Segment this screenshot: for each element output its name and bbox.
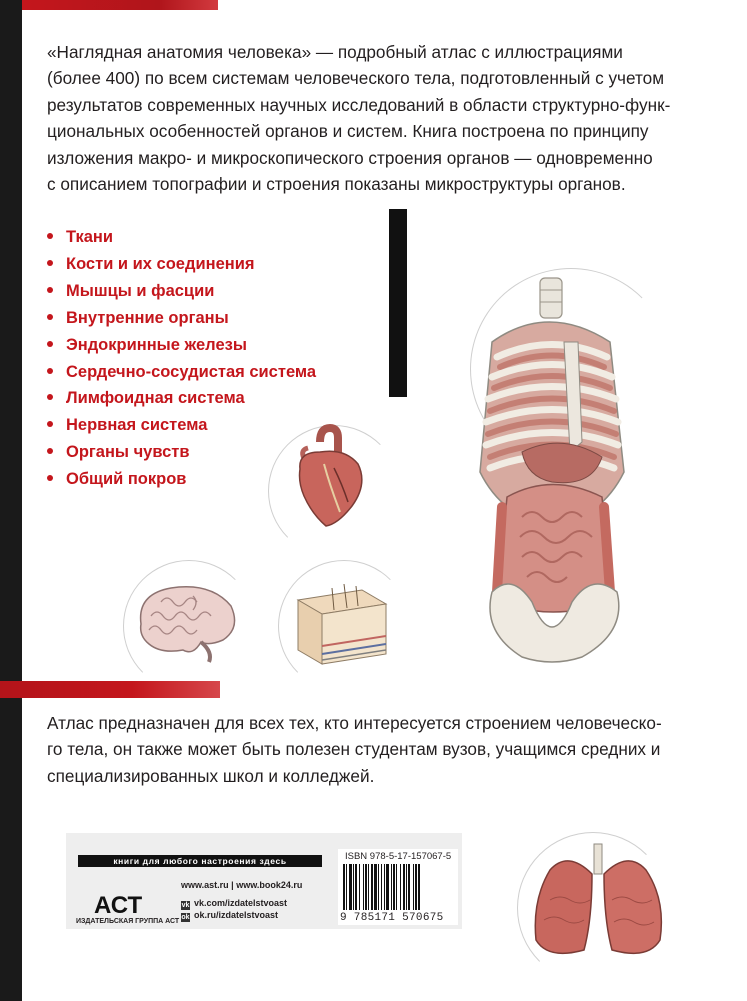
intro-line: циональных особенностей органов и систем. Книга построена по принципу <box>47 121 649 142</box>
topic-label: Кости и их соединения <box>66 254 255 273</box>
topic-label: Ткани <box>66 228 113 246</box>
outro-line: Атлас предназначен для всех тех, кто интересуется строением человеческо- <box>47 713 662 733</box>
topic-item <box>47 412 316 439</box>
vk-link[interactable] <box>181 898 287 910</box>
bullet-icon <box>47 233 53 239</box>
bullet-icon <box>47 287 53 293</box>
ok-url: ok.ru/izdatelstvoast <box>194 910 279 920</box>
ast-logo <box>90 877 152 917</box>
torso-organs-illustration <box>452 272 652 672</box>
topic-item <box>47 332 316 359</box>
topic-item <box>47 385 316 412</box>
barcode-icon <box>341 864 455 912</box>
bullet-icon <box>47 475 53 481</box>
heart-illustration <box>290 424 370 529</box>
topics-list <box>47 224 316 493</box>
topic-label: Общий покров <box>66 470 187 489</box>
left-black-strip <box>0 0 22 1001</box>
outro-line: го тела, он также может быть полезен студентам вузов, учащимся средних и <box>47 739 661 760</box>
topic-item <box>47 305 316 332</box>
brain-illustration <box>131 576 241 666</box>
vk-icon: vk <box>181 902 190 909</box>
middle-red-bar <box>0 681 220 698</box>
topic-label: Нервная система <box>66 416 208 435</box>
bullet-icon <box>47 260 53 266</box>
top-red-bar <box>22 0 218 10</box>
isbn-label: ISBN 978-5-17-157067-5 <box>345 851 452 862</box>
websites-line[interactable]: www.ast.ru | www.book24.ru <box>181 880 303 890</box>
bullet-icon <box>47 394 53 400</box>
topic-label: Органы чувств <box>66 443 190 462</box>
bullet-icon <box>47 314 53 320</box>
topic-item <box>47 251 316 278</box>
barcode-number: 9 785171 570675 <box>340 912 444 924</box>
intro-line: изложения макро- и микроскопического строения органов — одновременно <box>47 147 653 168</box>
topic-label: Эндокринные железы <box>66 335 247 354</box>
bullet-icon <box>47 421 53 427</box>
topic-label: Мышцы и фасции <box>66 281 215 300</box>
intro-paragraph <box>47 39 670 197</box>
topic-item <box>47 359 316 386</box>
vk-url: vk.com/izdatelstvoast <box>194 898 288 908</box>
intro-line: результатов современных научных исследований в области структурно-функ- <box>47 94 671 115</box>
bullet-icon <box>47 341 53 347</box>
intro-line: (более 400) по всем системам человеческого тела, подготовленный с учетом <box>47 68 665 89</box>
topic-label: Лимфоидная система <box>66 389 245 408</box>
bullet-icon <box>47 448 53 454</box>
intro-line: «Наглядная анатомия человека» — подробный атлас с иллюстрациями <box>47 42 623 62</box>
bullet-icon <box>47 368 53 374</box>
ok-icon: ok <box>181 914 190 921</box>
ok-link[interactable] <box>181 910 278 922</box>
topic-item <box>47 278 316 305</box>
skin-layers-illustration <box>292 580 392 670</box>
audience-paragraph <box>47 710 662 789</box>
topic-item <box>47 224 316 251</box>
decorative-black-bar <box>389 209 407 397</box>
outro-line: специализированных школ и колледжей. <box>47 765 375 786</box>
topic-label: Сердечно-сосудистая система <box>66 362 317 381</box>
logo-text: АСТ <box>94 892 143 917</box>
slogan-band: книги для любого настроения здесь <box>78 855 322 867</box>
lungs-illustration <box>528 840 668 970</box>
topic-label: Внутренние органы <box>66 308 229 327</box>
intro-line: с описанием топографии и строения показаны микроструктуры органов. <box>47 174 626 195</box>
publisher-name: ИЗДАТЕЛЬСКАЯ ГРУППА АСТ <box>76 918 180 925</box>
